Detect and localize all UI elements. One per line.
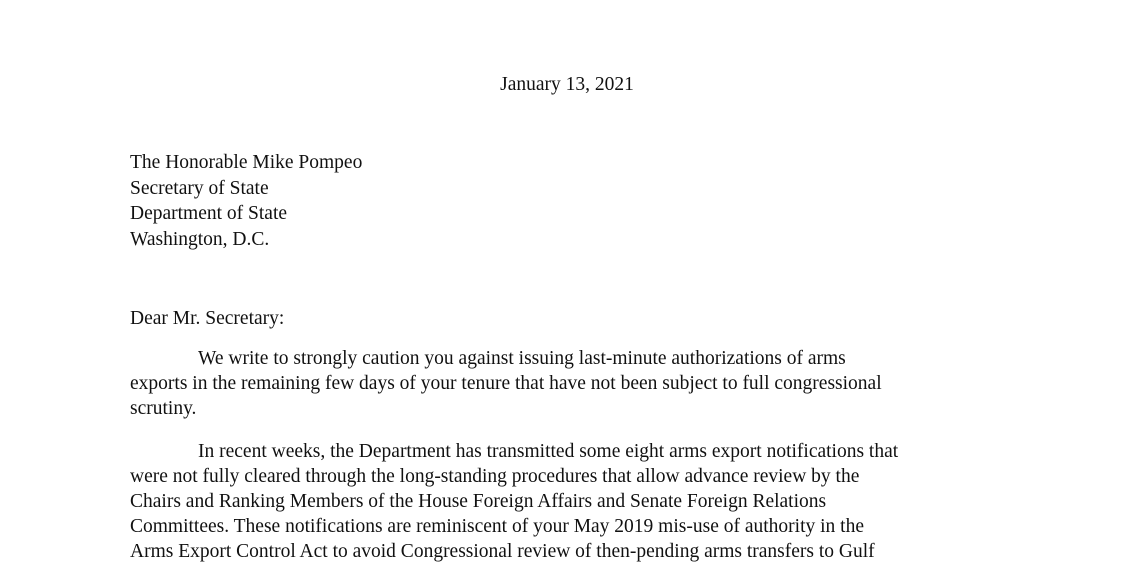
recipient-name: The Honorable Mike Pompeo: [130, 152, 363, 173]
paragraph-line: Arms Export Control Act to avoid Congressional review of then-pending arms transfers to Gulf: [130, 541, 875, 562]
paragraph-line: In recent weeks, the Department has transmitted some eight arms export notifications that: [198, 441, 899, 462]
letter-date: January 13, 2021: [500, 74, 634, 95]
recipient-title: Secretary of State: [130, 177, 269, 199]
recipient-address-block: [130, 150, 362, 252]
paragraph-line: Chairs and Ranking Members of the House Foreign Affairs and Senate Foreign Relations: [130, 491, 827, 512]
recipient-city: Washington, D.C.: [130, 228, 270, 250]
paragraph-line: scrutiny.: [130, 398, 197, 419]
paragraph-line: were not fully cleared through the long-standing procedures that allow advance review by the: [130, 466, 860, 487]
salutation: Dear Mr. Secretary:: [130, 308, 285, 329]
paragraph-line: We write to strongly caution you against issuing last-minute authorizations of arms: [198, 348, 846, 369]
paragraph-line: Committees. These notifications are reminiscent of your May 2019 mis-use of authority in the: [130, 516, 864, 537]
paragraph-line: exports in the remaining few days of your tenure that have not been subject to full congressional: [130, 373, 882, 394]
body-paragraph-1: [130, 346, 1030, 421]
body-paragraph-2: [130, 439, 1030, 564]
recipient-department: Department of State: [130, 203, 288, 224]
